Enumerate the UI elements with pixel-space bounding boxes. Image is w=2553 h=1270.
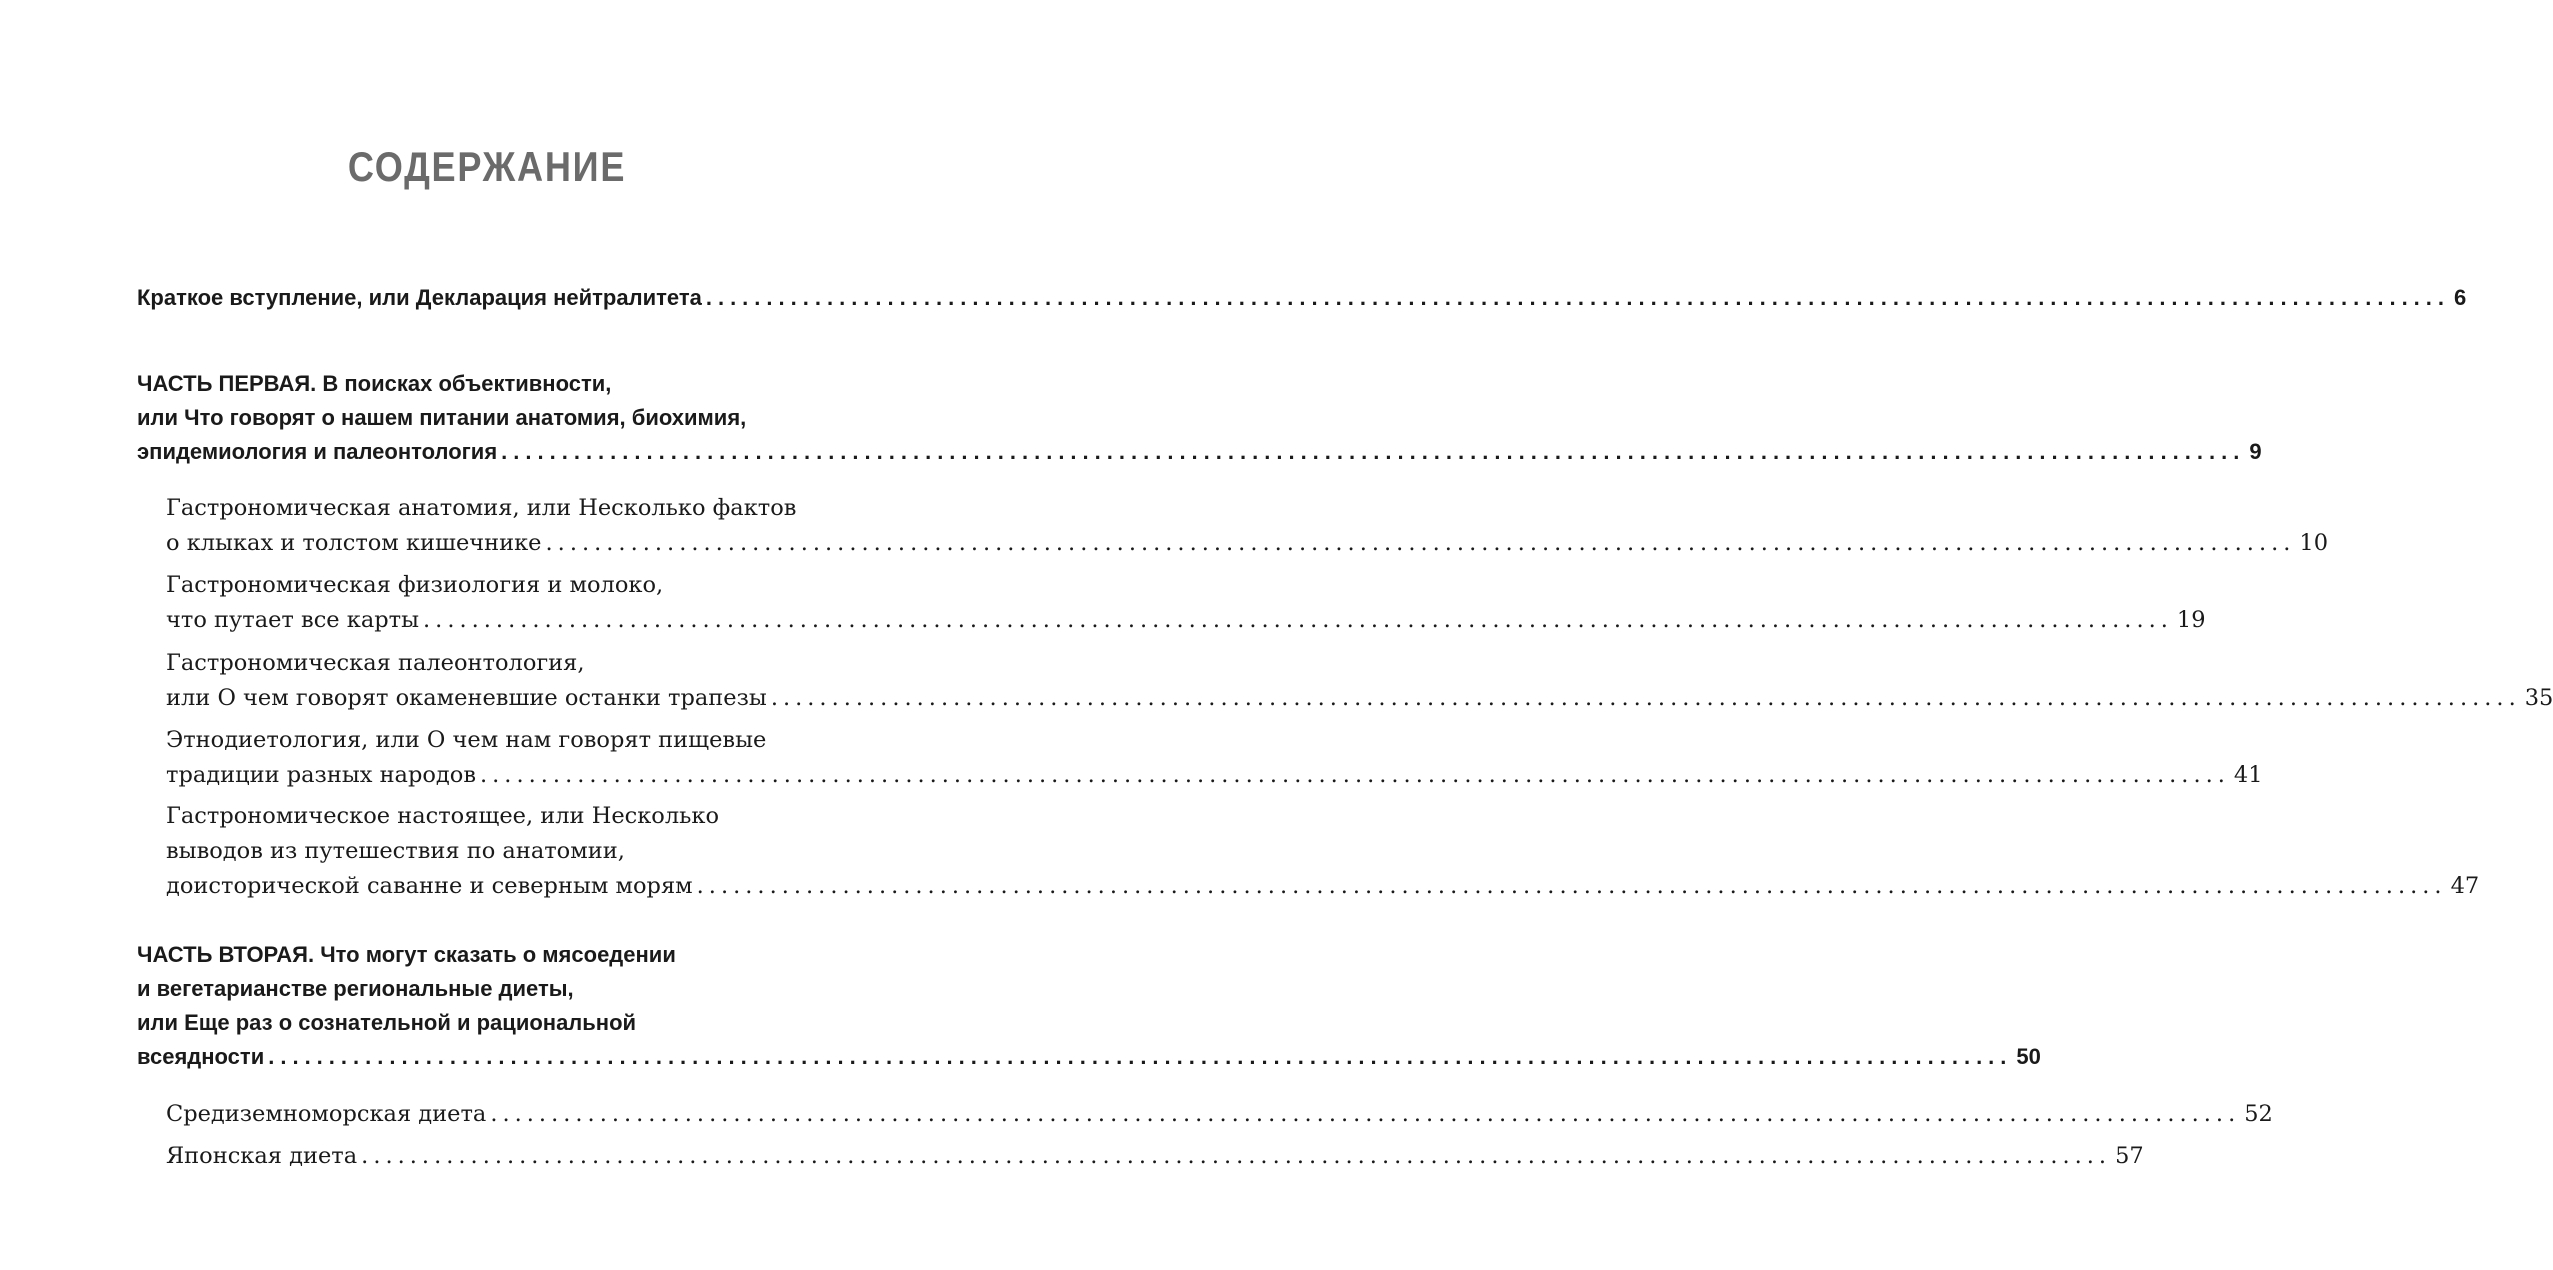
page-number: 47 bbox=[2450, 873, 2480, 899]
dot-leader: ................................................................................................................................................ bbox=[770, 685, 2521, 711]
dot-leader: ................................................................................................................................................ bbox=[268, 1044, 2013, 1069]
dot-leader: ................................................................................................................................................ bbox=[361, 1143, 2112, 1169]
toc-entry-title: Средиземноморская диета bbox=[166, 1101, 487, 1127]
toc-line bbox=[137, 401, 838, 435]
toc-entry-title-cont: о клыках и толстом кишечнике bbox=[166, 530, 542, 556]
page-number: 6 bbox=[2454, 285, 2467, 310]
toc-line bbox=[137, 281, 2467, 315]
toc-entry-title: Гастрономическая анатомия, или Несколько фактов bbox=[166, 495, 797, 521]
toc-entry-title-cont: и вегетарианстве региональные диеты, bbox=[137, 976, 574, 1001]
toc-entry-title-cont: доисторической саванне и северным морям bbox=[166, 873, 693, 899]
toc-entry-title: Краткое вступление, или Декларация нейтралитета bbox=[137, 285, 702, 310]
toc-line bbox=[137, 435, 2262, 469]
toc-entry-chapter[interactable] bbox=[166, 723, 2263, 793]
toc-line bbox=[166, 603, 2206, 638]
toc-line bbox=[166, 681, 2553, 716]
page-number: 41 bbox=[2233, 762, 2263, 788]
toc-entry-title: Этнодиетология, или О чем нам говорят пищевые bbox=[166, 727, 767, 753]
toc-entry-title-cont: или О чем говорят окаменевшие останки трапезы bbox=[166, 685, 767, 711]
toc-entry-title: Гастрономическая физиология и молоко, bbox=[166, 572, 664, 598]
toc-line bbox=[166, 491, 838, 526]
page-number: 50 bbox=[2016, 1044, 2041, 1069]
toc-line bbox=[166, 568, 838, 603]
toc-entry-intro[interactable] bbox=[137, 281, 2467, 315]
dot-leader: ................................................................................................................................................ bbox=[490, 1101, 2241, 1127]
toc-line bbox=[166, 869, 2480, 904]
toc-line bbox=[166, 1097, 2273, 1132]
toc-entry-chapter[interactable] bbox=[166, 1097, 2273, 1132]
page-number: 57 bbox=[2115, 1143, 2144, 1169]
page-number: 19 bbox=[2176, 607, 2206, 633]
toc-line bbox=[166, 834, 838, 869]
toc-entry-chapter[interactable] bbox=[166, 646, 2553, 716]
toc-line bbox=[137, 367, 838, 401]
toc-entry-title: Гастрономическое настоящее, или Несколько bbox=[166, 803, 720, 829]
dot-leader: ................................................................................................................................................ bbox=[423, 607, 2173, 633]
toc-entry-title-cont: или Что говорят о нашем питании анатомия, биохимия, bbox=[137, 405, 747, 430]
toc-line bbox=[137, 972, 838, 1006]
part-label: ЧАСТЬ ВТОРАЯ. bbox=[137, 942, 315, 967]
toc-entry-chapter[interactable] bbox=[166, 568, 2206, 638]
page-title: СОДЕРЖАНИЕ bbox=[347, 143, 627, 190]
toc-entry-part-two[interactable] bbox=[137, 938, 2041, 1074]
toc-line bbox=[166, 758, 2263, 793]
part-title-rest: Что могут сказать о мясоедении bbox=[314, 942, 676, 967]
toc-entry-title-cont: или Еще раз о сознательной и рациональной bbox=[137, 1010, 637, 1035]
toc-entry-title: Японская диета bbox=[166, 1143, 358, 1169]
toc-entry-title-cont: всеядности bbox=[137, 1044, 265, 1069]
toc-line bbox=[166, 799, 838, 834]
toc-entry-title: Гастрономическая палеонтология, bbox=[166, 650, 585, 676]
toc-line bbox=[166, 723, 838, 758]
toc-entry-title-cont: эпидемиология и палеонтология bbox=[137, 439, 498, 464]
page-number: 10 bbox=[2299, 530, 2329, 556]
dot-leader: ................................................................................................................................................ bbox=[480, 762, 2230, 788]
toc-entry-chapter[interactable] bbox=[166, 491, 2329, 561]
toc-entry-title-cont: выводов из путешествия по анатомии, bbox=[166, 838, 625, 864]
dot-leader: ................................................................................................................................................ bbox=[696, 873, 2447, 899]
toc-line bbox=[137, 938, 838, 972]
toc-entry-part-one[interactable] bbox=[137, 367, 2262, 469]
page-number: 9 bbox=[2249, 439, 2262, 464]
part-title-rest: В поисках объективности, bbox=[316, 371, 612, 396]
part-label: ЧАСТЬ ПЕРВАЯ. bbox=[137, 371, 317, 396]
dot-leader: ................................................................................................................................................ bbox=[501, 439, 2246, 464]
toc-entry-title-cont: что путает все карты bbox=[166, 607, 420, 633]
toc-line bbox=[166, 1139, 2144, 1174]
toc-entry-chapter[interactable] bbox=[166, 799, 2480, 904]
toc-line bbox=[166, 646, 838, 681]
toc-line bbox=[137, 1006, 838, 1040]
dot-leader: ................................................................................................................................................ bbox=[545, 530, 2296, 556]
toc-line bbox=[137, 1040, 2041, 1074]
page-number: 35 bbox=[2524, 685, 2553, 711]
toc-entry-title bbox=[137, 938, 676, 972]
toc-line bbox=[166, 526, 2329, 561]
dot-leader: ................................................................................................................................................ bbox=[705, 285, 2451, 310]
toc-entry-title-cont: традиции разных народов bbox=[166, 762, 476, 788]
toc-entry-title bbox=[137, 367, 611, 401]
toc-entry-chapter[interactable] bbox=[166, 1139, 2144, 1174]
page-number: 52 bbox=[2244, 1101, 2273, 1127]
